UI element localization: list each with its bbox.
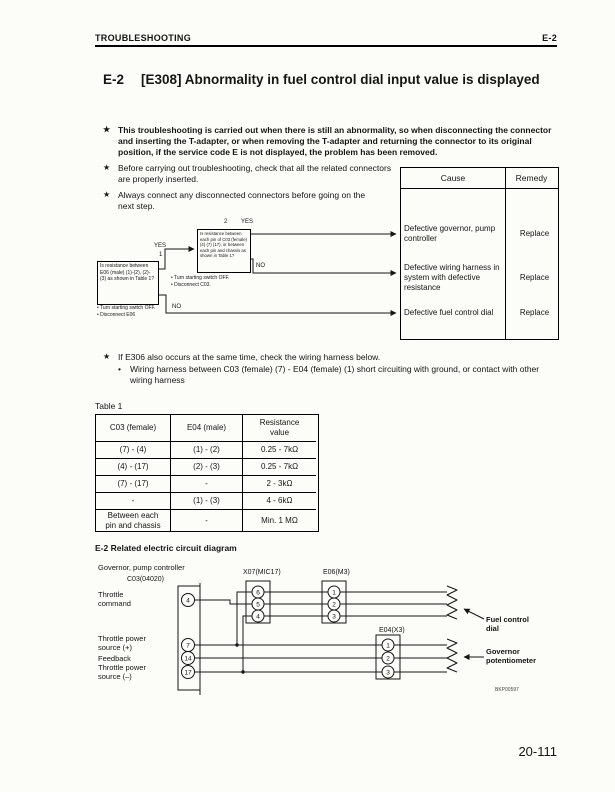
flowchart-question-1: Is resistance between E06 (male) (1)-(2), (2)-(3) as shown in Table 1? [97, 261, 159, 305]
page-title [103, 70, 557, 90]
pin-number: 7 [186, 642, 190, 650]
drawing-code: BKP00597 [495, 687, 519, 693]
table1-caption: Table 1 [95, 401, 123, 411]
fuel-dial-pointer-arrow [464, 609, 484, 619]
remedy-cell: Replace [519, 273, 550, 282]
table-cell: (2) - (3) [171, 459, 243, 476]
remedy-cell: Replace [519, 229, 550, 238]
header-section-title: TROUBLESHOOTING [95, 33, 191, 43]
note-e306 [103, 352, 555, 363]
prep-step: • Disconnect C03. [171, 282, 211, 288]
wire-label: Feedback [98, 654, 131, 663]
table-row [401, 224, 558, 244]
flowchart-step-number-2: 2 [224, 219, 228, 225]
note-troubleshooting-procedure [103, 125, 555, 159]
pin-number: 2 [386, 655, 390, 663]
cause-remedy-table [400, 167, 559, 340]
note-text: This troubleshooting is carried out when there is still an abnormality, so when disconnecting the connector and inserting the T-adapter, or when removing the T-adapter and returning the connector to its original position, if the service code E is not displayed, the problem has been removed. [118, 125, 552, 158]
diagram-heading: E-2 Related electric circuit diagram [95, 543, 237, 553]
flowchart-prep-e06 [97, 305, 169, 319]
table-cell: 2 - 3kΩ [243, 476, 316, 493]
flowchart-no-label-2: NO [256, 263, 265, 269]
star-icon: ★ [103, 125, 111, 134]
table-row [401, 308, 558, 318]
pin-number: 17 [184, 669, 192, 677]
cause-cell: Defective governor, pump controller [404, 224, 496, 243]
connector-label-e06: E06(M3) [323, 569, 350, 576]
wire-label: source (+) [98, 643, 132, 652]
pin-number: 1 [386, 642, 390, 650]
table-cell: Min. 1 MΩ [261, 515, 298, 525]
table-cell: 4 - 6kΩ [243, 493, 316, 510]
cause-remedy-header [401, 168, 558, 189]
flowchart-no-label-1: NO [172, 304, 181, 310]
wire-label: source (–) [98, 672, 132, 681]
flowchart-step-number-1: 1 [159, 252, 163, 258]
table-1 [95, 414, 319, 532]
wire-throttle-command [195, 600, 253, 604]
page-header [95, 33, 557, 43]
header-rule [95, 45, 557, 47]
wire-label: Throttle power [98, 663, 146, 672]
table-cell: Between each pin and chassis [96, 510, 171, 531]
pin-number: 2 [332, 601, 336, 609]
pin-number: 4 [256, 613, 260, 621]
note-text: Before carrying out troubleshooting, check that all the related connectors are properly inserted. [118, 163, 392, 185]
column-header: E04 (male) [171, 415, 243, 442]
junction-dot [241, 670, 244, 673]
title-code: E-2 [103, 72, 125, 87]
pin-number: 6 [256, 589, 260, 597]
circuit-diagram [95, 557, 562, 705]
prep-step: • Turn starting switch OFF. [171, 275, 230, 281]
table-cell: - [171, 510, 243, 531]
note-text: If E306 also occurs at the same time, check the wiring harness below. [118, 352, 381, 362]
connector-label-c03: C03(04020) [127, 576, 164, 583]
header-section-code: E-2 [542, 33, 557, 43]
flowchart-yes-label-2: YES [241, 219, 254, 225]
pin-number: 5 [256, 601, 260, 609]
pin-number: 3 [332, 613, 336, 621]
pin-number: 3 [386, 669, 390, 677]
fuel-dial-label: Fuel control [486, 615, 529, 624]
wire-branch-minus [243, 616, 252, 672]
table-cell: - [96, 493, 171, 510]
pin-number: 4 [186, 597, 190, 605]
connector-label-x07: X07(MIC17) [243, 569, 281, 576]
table-cell: (7) - (17) [96, 476, 171, 493]
troubleshooting-chart-area [95, 163, 557, 349]
star-icon: ★ [103, 352, 111, 361]
cause-cell: Defective fuel control dial [404, 308, 494, 317]
remedy-header: Remedy [515, 172, 548, 183]
bullet-icon: • [118, 364, 121, 374]
flowchart-prep-c03 [171, 275, 247, 289]
star-icon: ★ [103, 190, 111, 199]
table-cell: 0.25 - 7kΩ [243, 459, 316, 476]
cause-header: Cause [440, 172, 466, 183]
star-icon: ★ [103, 163, 111, 172]
page-number: 20-111 [518, 744, 557, 759]
flowchart-question-2: Is resistance between each pin of C03 (female) (4) (7) (17), or between each pin and chassis as shown in Table 1? [197, 229, 251, 273]
pin-number: 14 [184, 655, 192, 663]
note-text: Always connect any disconnected connectors before going on the next step. [118, 190, 366, 212]
table-cell: 0.25 - 7kΩ [243, 442, 316, 459]
potentiometer-symbol [447, 639, 457, 672]
wire-branch-plus [237, 592, 252, 645]
column-header: Resistance value [243, 415, 316, 442]
wire-label: command [98, 599, 131, 608]
table-cell: (1) - (3) [171, 493, 243, 510]
junction-dot [235, 643, 238, 646]
remedy-cell: Replace [519, 308, 550, 317]
connector-label-e04: E04(X3) [379, 627, 405, 634]
table-cell: (1) - (2) [171, 442, 243, 459]
wire-label: Throttle power [98, 634, 146, 643]
table-cell: (7) - (4) [96, 442, 171, 459]
table-row [401, 263, 558, 293]
cause-cell: Defective wiring harness in system with defective resistance [404, 263, 500, 292]
wire-label: Throttle [98, 590, 124, 599]
column-header: C03 (female) [96, 415, 171, 442]
prep-step: • Turn starting switch OFF. [97, 305, 156, 311]
fuel-dial-label: dial [486, 624, 499, 633]
title-text: [E308] Abnormality in fuel control dial input value is displayed [141, 72, 540, 87]
potentiometer-label: Governor [486, 647, 520, 656]
wiring-harness-note [118, 364, 556, 386]
table-cell: - [171, 476, 243, 493]
fuel-dial-symbol [447, 586, 457, 619]
pin-number: 1 [332, 589, 336, 597]
note-text: Wiring harness between C03 (female) (7) - E04 (female) (1) short circuiting with ground, or contact with other wiring harness [130, 364, 540, 386]
potentiometer-label: potentiometer [486, 656, 537, 665]
flowchart-yes-label-1: YES [154, 243, 167, 249]
table-cell: (4) - (17) [96, 459, 171, 476]
prep-step: • Disconnect E06 [97, 312, 136, 318]
controller-label: Governor, pump controller [98, 563, 185, 572]
